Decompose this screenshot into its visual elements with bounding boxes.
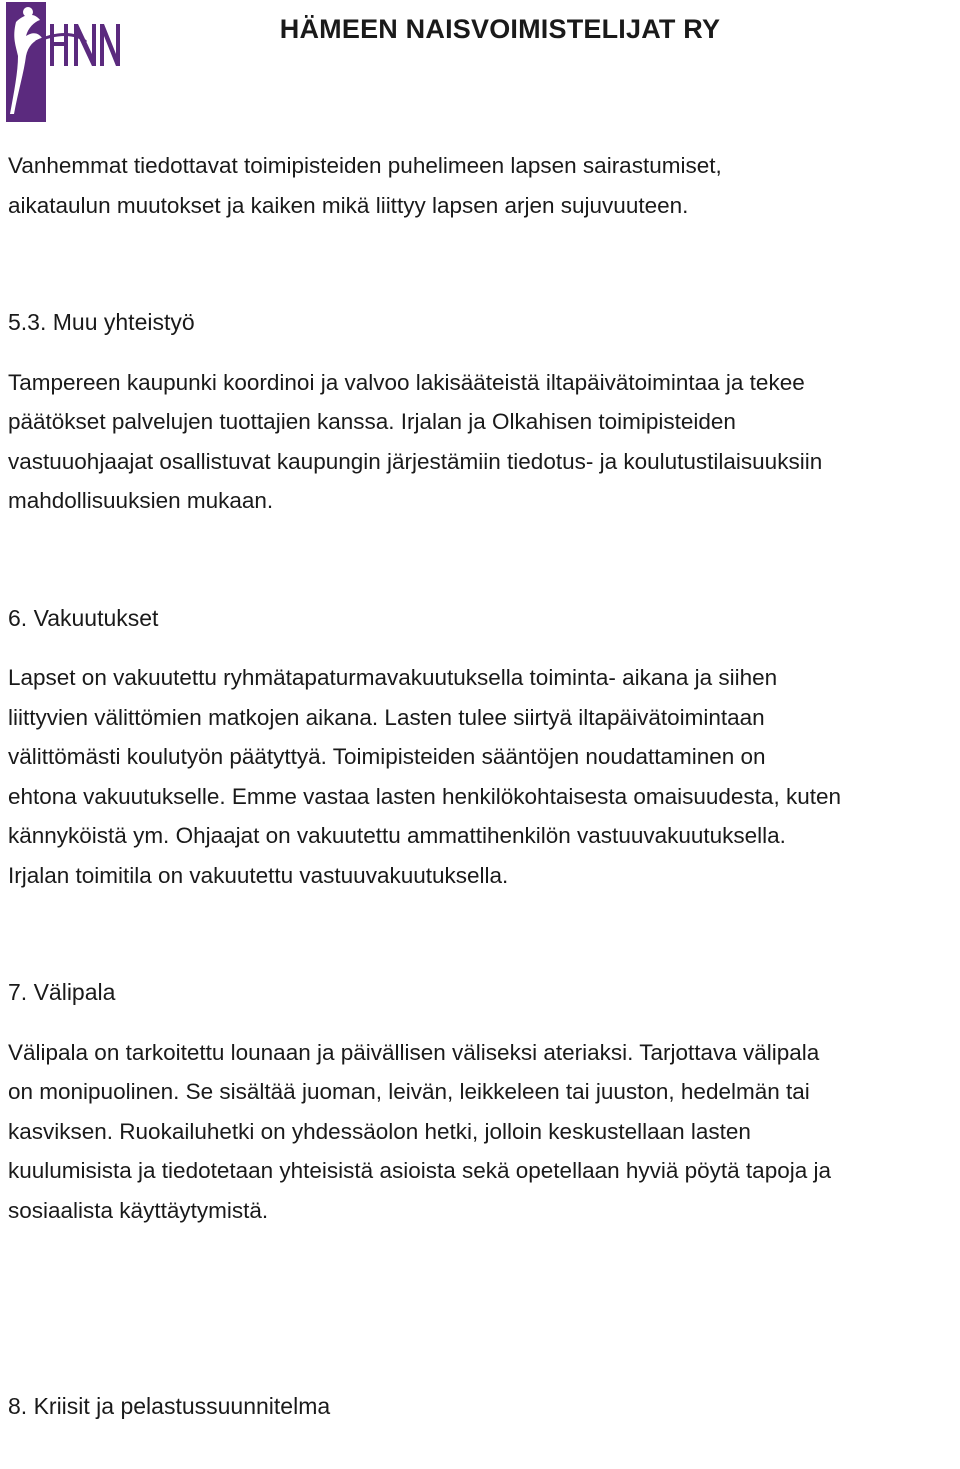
- paragraph-line: mahdollisuuksien mukaan.: [8, 488, 274, 513]
- section-heading-8: 8. Kriisit ja pelastussuunnitelma: [8, 1393, 331, 1419]
- paragraph-line: kasviksen. Ruokailuhetki on yhdessäolon hetki, jolloin keskustellaan lasten: [8, 1118, 751, 1144]
- section-heading-7: 7. Välipala: [8, 979, 116, 1005]
- paragraph-line: välittömästi koulutyön päätyttyä. Toimipisteiden sääntöjen noudattaminen on: [8, 744, 766, 769]
- paragraph-line: päätökset palvelujen tuottajien kanssa. Irjalan ja Olkahisen toimipisteiden: [8, 409, 736, 434]
- paragraph-line: liittyvien välittömien matkojen aikana. Lasten tulee siirtyä iltapäivätoimintaan: [8, 704, 765, 730]
- paragraph-line: vastuuohjaajat osallistuvat kaupungin järjestämiin tiedotus- ja koulutustilaisuuksiin: [8, 448, 823, 474]
- organization-title: HÄMEEN NAISVOIMISTELIJAT RY: [279, 14, 721, 44]
- section-heading-5-3: 5.3. Muu yhteistyö: [8, 309, 195, 335]
- paragraph-line: Tampereen kaupunki koordinoi ja valvoo lakisääteistä iltapäivätoimintaa ja tekee: [8, 369, 805, 395]
- paragraph-line: Välipala on tarkoitettu lounaan ja päivällisen väliseksi ateriaksi. Tarjottava välipala: [8, 1039, 820, 1065]
- paragraph-line: Irjalan toimitila on vakuutettu vastuuvakuutuksella.: [8, 862, 509, 888]
- section-heading-6: 6. Vakuutukset: [8, 604, 159, 631]
- paragraph-line: sosiaalista käyttäytymistä.: [8, 1197, 269, 1223]
- intro-line: aikataulun muutokset ja kaiken mikä liittyy lapsen arjen sujuvuuteen.: [8, 192, 689, 218]
- paragraph-line: kännyköistä ym. Ohjaajat on vakuutettu ammattihenkilön vastuuvakuutuksella.: [8, 823, 786, 848]
- paragraph-line: ehtona vakuutukselle. Emme vastaa lasten henkilökohtaisesta omaisuudesta, kuten: [8, 783, 841, 809]
- paragraph-line: on monipuolinen. Se sisältää juoman, leivän, leikkeleen tai juuston, hedelmän tai: [8, 1079, 810, 1104]
- document-body: [8, 146, 958, 1427]
- paragraph-line: kuulumisista ja tiedotetaan yhteisistä asioista sekä opetellaan hyviä pöytä tapoja ja: [8, 1158, 831, 1183]
- intro-line: Vanhemmat tiedottavat toimipisteiden puhelimeen lapsen sairastumiset,: [8, 153, 722, 178]
- paragraph-line: Lapset on vakuutettu ryhmätapaturmavakuutuksella toiminta- aikana ja siihen: [8, 665, 778, 690]
